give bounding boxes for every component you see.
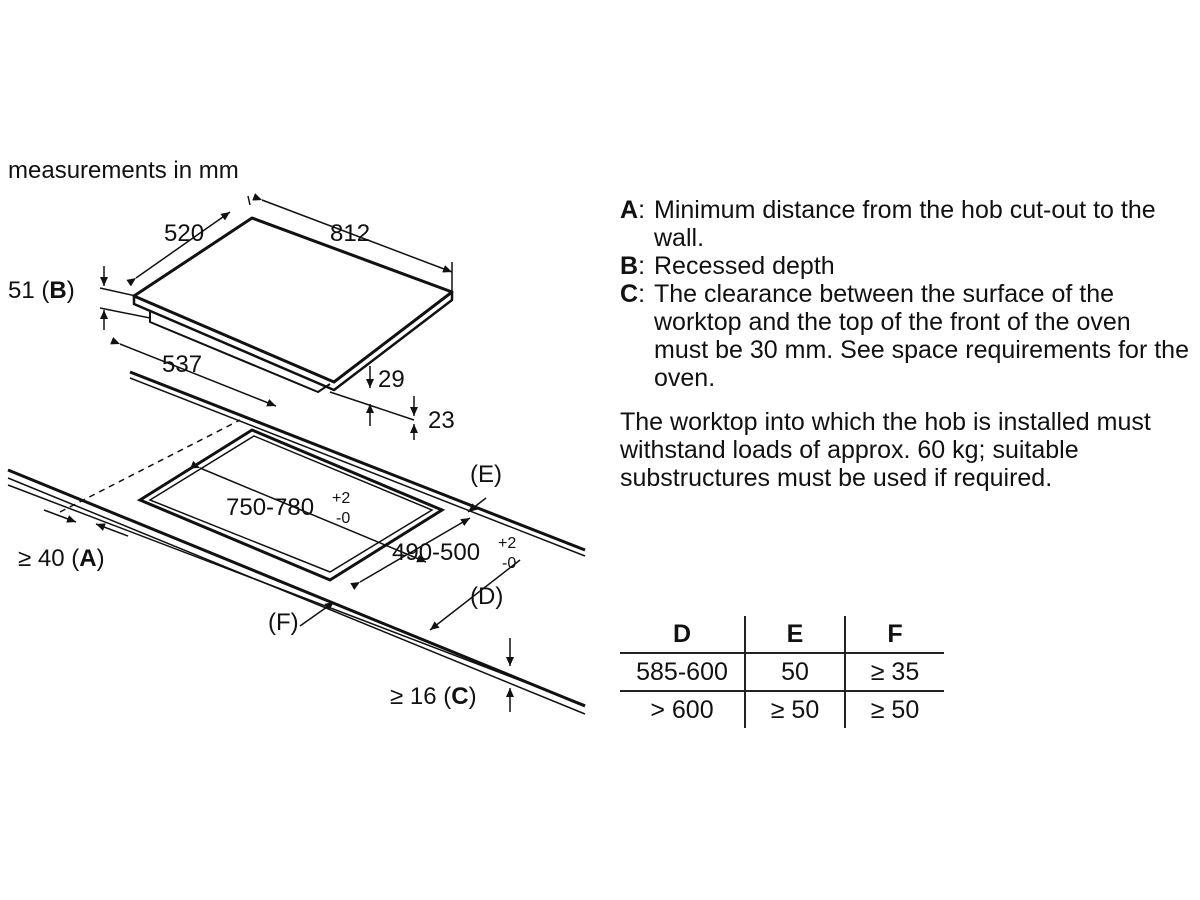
dim-hob-width: 812 xyxy=(330,220,371,247)
table-row xyxy=(620,653,944,691)
dim-cutout-depth: 490-500 xyxy=(392,539,481,566)
dim-thickness-23: 23 xyxy=(428,407,455,434)
note-text: Recessed depth xyxy=(654,252,835,280)
clearance-table xyxy=(620,616,944,728)
table-cell: ≥ 50 xyxy=(845,691,944,728)
table-row xyxy=(620,691,944,728)
note-a xyxy=(620,196,1190,252)
table-cell: ≥ 50 xyxy=(745,691,845,728)
dim-thickness-29: 29 xyxy=(378,366,405,393)
note-key: A : xyxy=(620,196,645,224)
dim-hob-depth: 520 xyxy=(164,220,205,247)
note-key: B : xyxy=(620,252,645,280)
dim-cutout-width-tol-minus: -0 xyxy=(336,510,351,527)
table-header-row xyxy=(620,616,944,653)
dim-recess: 51 (B) xyxy=(8,277,75,304)
table-header-cell: D xyxy=(620,616,745,653)
dim-wall-distance: ≥ 40 (A) xyxy=(18,545,105,572)
table-header-cell: E xyxy=(745,616,845,653)
table-cell: ≥ 35 xyxy=(845,653,944,691)
units-note: measurements in mm xyxy=(8,157,239,184)
note-c xyxy=(620,280,1190,392)
label-f: (F) xyxy=(268,609,299,636)
dashed-projection xyxy=(60,420,240,512)
dim-inner-width: 537 xyxy=(162,351,203,378)
notes-panel xyxy=(620,196,1190,492)
note-text: Minimum distance from the hob cut-out to the wall. xyxy=(654,196,1156,252)
note-b xyxy=(620,252,1190,280)
load-note: The worktop into which the hob is installed must withstand loads of approx. 60 kg; suitable substructures must be used if required. xyxy=(620,408,1151,492)
dim-cutout-depth-tol-plus: +2 xyxy=(498,535,517,552)
table-header-cell: F xyxy=(845,616,944,653)
dim-cutout-width: 750-780 xyxy=(226,494,315,521)
table-cell: 50 xyxy=(745,653,845,691)
dim-cutout-width-tol-plus: +2 xyxy=(332,490,351,507)
dim-cutout-depth-tol-minus: -0 xyxy=(502,555,517,572)
table-cell: > 600 xyxy=(650,695,714,724)
installation-diagram xyxy=(0,0,620,760)
label-e: (E) xyxy=(470,461,502,488)
table-cell: 585-600 xyxy=(620,653,745,691)
note-key: C : xyxy=(620,280,645,308)
note-text: The clearance between the surface of the worktop and the top of the front of the oven must be 30 mm. See space requirements for the oven. xyxy=(654,280,1189,392)
label-d: (D) xyxy=(470,583,504,610)
dim-clearance: ≥ 16 (C) xyxy=(390,683,477,710)
